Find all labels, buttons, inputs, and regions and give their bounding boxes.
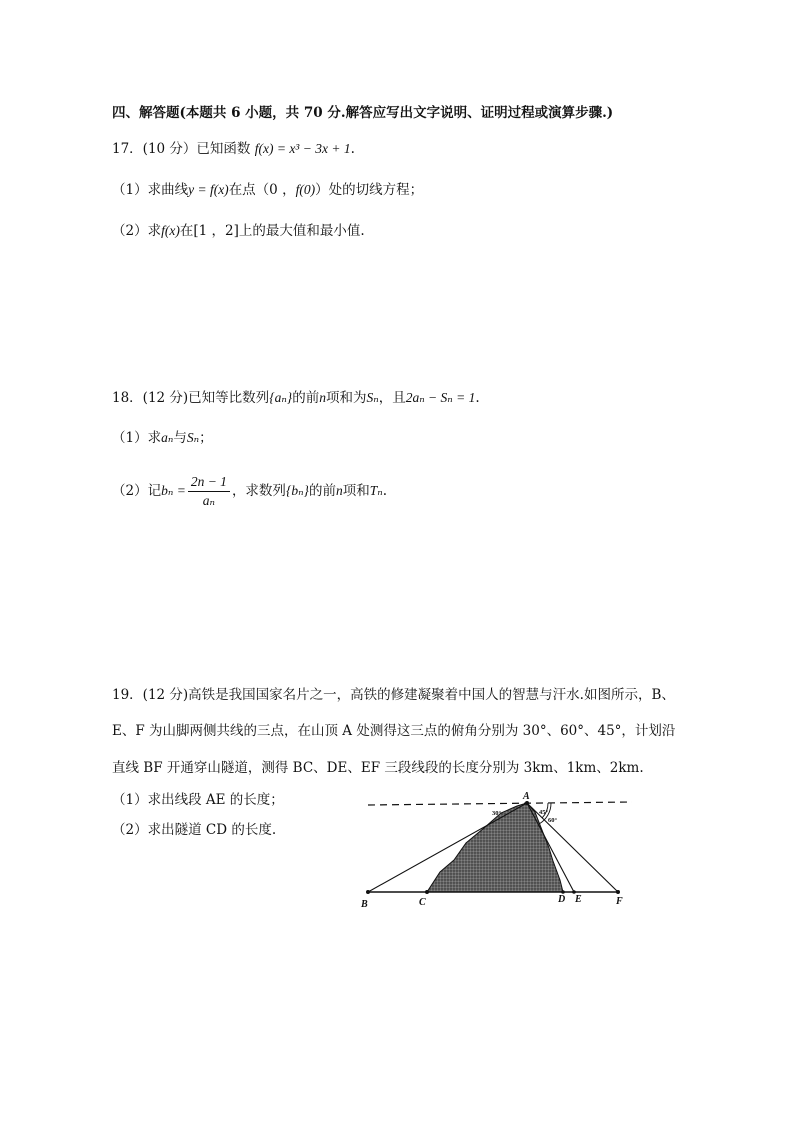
q17-p2-fx: f(x) xyxy=(161,223,180,238)
label-f: F xyxy=(616,896,623,907)
q18-number: 18．(12 分)已知等比数列 xyxy=(112,390,270,406)
q18-p2-mid2: 的前 xyxy=(308,483,336,499)
q18-p1-sn: Sₙ xyxy=(186,430,200,445)
question-19-line-3: 直线 BF 开通穿山隧道，测得 BC、DE、EF 三段线段的长度分别为 3km、1km、2km. xyxy=(112,760,644,776)
q18-seq: {aₙ} xyxy=(269,390,293,405)
q18-p2-mid1: ，求数列 xyxy=(231,483,286,499)
q18-n: n xyxy=(319,390,326,405)
point-c-dot xyxy=(425,890,429,894)
question-17-part-2 xyxy=(112,222,365,240)
q18-p1-prefix: （1）求 xyxy=(112,430,162,446)
question-18-part-1 xyxy=(112,429,213,447)
q18-p1-suffix: ； xyxy=(199,430,213,446)
section-title: 四、解答题(本题共 6 小题，共 70 分.解答应写出文字说明、证明过程或演算步骤.) xyxy=(112,105,614,121)
q18-p2-tn: Tₙ xyxy=(369,483,383,498)
question-19-part-2: （2）求出隧道 CD 的长度. xyxy=(112,822,277,838)
q17-p1-point: f(0) xyxy=(295,182,316,197)
q18-p2-prefix: （2）记 xyxy=(112,483,162,499)
question-19-part-1: （1）求出线段 AE 的长度； xyxy=(112,792,284,808)
q18-sn: Sₙ xyxy=(366,390,379,405)
q18-p2-seq: {bₙ} xyxy=(285,483,309,498)
label-c: C xyxy=(419,897,426,908)
label-b: B xyxy=(361,899,368,910)
label-a: A xyxy=(523,791,530,802)
fraction-denominator: aₙ xyxy=(202,493,215,508)
q18-p2-fraction xyxy=(188,473,230,510)
horizon-line xyxy=(368,802,632,805)
question-19-line-1: 19．(12 分)高铁是我国国家名片之一，高铁的修建凝聚着中国人的智慧与汗水.如图所示，B、 xyxy=(112,687,675,703)
question-19-line-2: E、F 为山脚两侧共线的三点，在山顶 A 处测得这三点的俯角分别为 30°、60°、45°，计划沿 xyxy=(112,723,676,739)
angle-label-30: 30° xyxy=(492,810,502,817)
q17-p1-curve: y = f(x) xyxy=(188,182,229,197)
q18-p2-bn: bₙ = xyxy=(161,483,186,498)
q18-p2-suffix: . xyxy=(382,483,387,499)
q17-p2-suffix: 上的最大值和最小值. xyxy=(238,223,365,239)
q17-p2-prefix: （2）求 xyxy=(112,223,162,239)
point-f-dot xyxy=(616,890,620,894)
q17-p1-suffix: ）处的切线方程； xyxy=(315,182,424,198)
point-b-dot xyxy=(366,890,370,894)
q18-mid2: 项和为 xyxy=(325,390,367,406)
q17-p1-mid: 在点（0 ， xyxy=(228,182,296,198)
q17-function: f(x) = x³ − 3x + 1 xyxy=(254,141,351,156)
q18-p1-an: aₙ xyxy=(161,430,174,445)
q18-mid1: 的前 xyxy=(292,390,320,406)
q17-p1-prefix: （1）求曲线 xyxy=(112,182,189,198)
q18-p2-n: n xyxy=(335,483,343,498)
question-18-stem: 18．(12 分)已知等比数列{aₙ}的前n项和为Sₙ，且2aₙ − Sₙ = 1. xyxy=(112,390,480,406)
q18-mid3: ，且 xyxy=(378,390,406,406)
question-17-part-1 xyxy=(112,181,423,199)
label-d: D xyxy=(558,894,566,905)
q18-p1-mid: 与 xyxy=(173,430,187,446)
q18-equation: 2aₙ − Sₙ = 1 xyxy=(405,390,476,405)
fraction-numerator: 2n − 1 xyxy=(188,473,230,492)
label-e: E xyxy=(575,894,582,905)
q18-p2-mid3: 项和 xyxy=(342,483,370,499)
tunnel-figure xyxy=(355,788,645,913)
q17-p2-interval: 在[1 ，2] xyxy=(179,223,239,239)
question-18-part-2 xyxy=(112,472,387,510)
angle-label-60: 60° xyxy=(548,817,558,824)
angle-label-45: 45° xyxy=(539,809,549,816)
q17-number: 17．(10 分）已知函数 xyxy=(112,141,251,157)
question-17-stem: 17．(10 分）已知函数 f(x) = x³ − 3x + 1. xyxy=(112,141,355,157)
